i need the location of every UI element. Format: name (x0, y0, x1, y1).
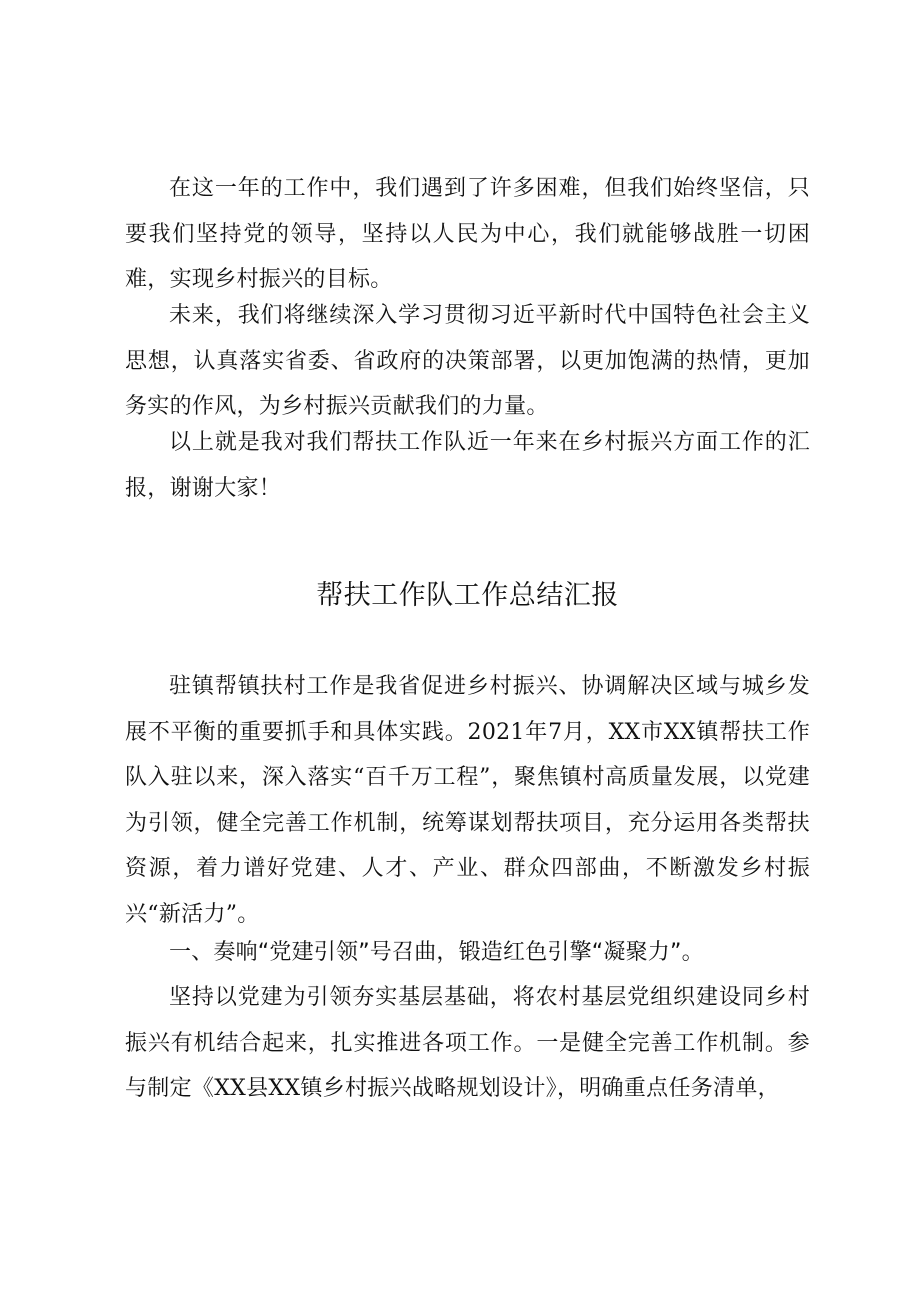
paragraph-future: 未来，我们将继续深入学习贯彻习近平新时代中国特色社会主义思想，认真落实省委、省政府的决策部署，以更加饱满的热情，更加务实的作风，为乡村振兴贡献我们的力量。 (125, 303, 810, 419)
document-title: 帮扶工作队工作总结汇报 (316, 580, 619, 611)
section-1-body: 坚持以党建为引领夯实基层基础，将农村基层党组织建设同乡村振兴有机结合起来，扎实推进各项工作。一是健全完善工作机制。参与制定《XX县XX镇乡村振兴战略规划设计》，明确重点任务清单， (125, 985, 810, 1101)
paragraph-closing: 以上就是我对我们帮扶工作队近一年来在乡村振兴方面工作的汇报，谢谢大家！ (125, 430, 810, 501)
section-1-heading: 一、奏响“党建引领”号召曲，锻造红色引擎“凝聚力”。 (169, 940, 704, 965)
paragraph-intro: 驻镇帮镇扶村工作是我省促进乡村振兴、协调解决区域与城乡发展不平衡的重要抓手和具体实践。2021年7月，XX市XX镇帮扶工作队入驻以来，深入落实“百千万工程”，聚焦镇村高质量发展，以党建为引领，健全完善工作机制，统筹谋划帮扶项目，充分运用各类帮扶资源，着力谱好党建、人才、产业、群众四部曲，不断激发乡村振兴“新活力”。 (125, 674, 810, 927)
paragraph-difficulties: 在这一年的工作中，我们遇到了许多困难，但我们始终坚信，只要我们坚持党的领导，坚持以人民为中心，我们就能够战胜一切困难，实现乡村振兴的目标。 (125, 176, 810, 292)
